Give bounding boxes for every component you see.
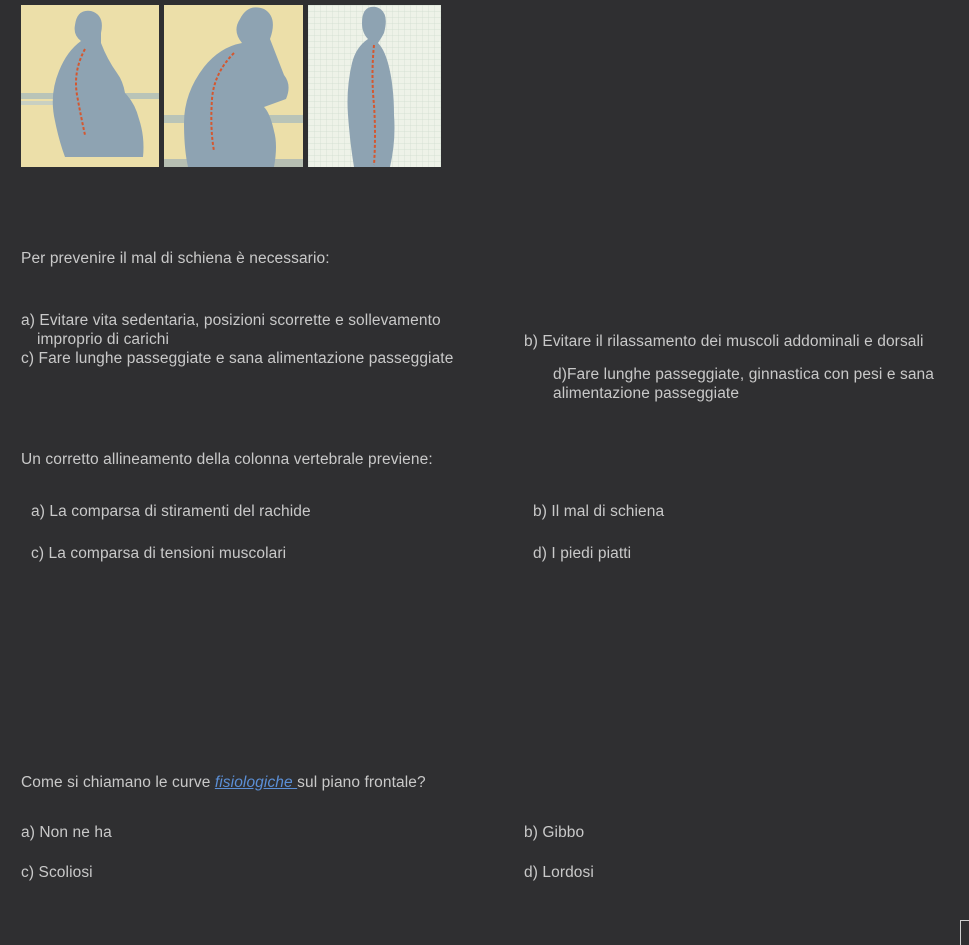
q2-option-a: a) La comparsa di stiramenti del rachide bbox=[31, 503, 311, 520]
question-3-suffix: sul piano frontale? bbox=[297, 774, 426, 791]
q1-option-c: c) Fare lunghe passeggiate e sana alimentazione passeggiate bbox=[21, 350, 454, 367]
posture-panel-standing bbox=[308, 5, 441, 167]
corner-bracket bbox=[960, 920, 969, 945]
standing-figure-image bbox=[308, 5, 441, 167]
q3-option-b: b) Gibbo bbox=[524, 824, 585, 841]
q3-option-d: d) Lordosi bbox=[524, 864, 594, 881]
q2-option-b: b) Il mal di schiena bbox=[533, 503, 665, 520]
q1-option-b: b) Evitare il rilassamento dei muscoli addominali e dorsali bbox=[524, 333, 924, 350]
question-3-prefix: Come si chiamano le curve bbox=[21, 774, 215, 791]
q3-option-a: a) Non ne ha bbox=[21, 824, 112, 841]
question-3-text bbox=[21, 774, 426, 792]
q2-option-d: d) I piedi piatti bbox=[533, 545, 632, 562]
posture-illustration bbox=[21, 5, 441, 167]
q1-option-a-line2: improprio di carichi bbox=[37, 331, 170, 348]
question-1-text: Per prevenire il mal di schiena è necessario: bbox=[21, 250, 330, 267]
posture-panel-leaning bbox=[164, 5, 303, 167]
question-2-text: Un corretto allineamento della colonna vertebrale previene: bbox=[21, 451, 433, 468]
posture-panel-sitting bbox=[21, 5, 159, 167]
q1-option-d-line1: d)Fare lunghe passeggiate, ginnastica con pesi e sana bbox=[553, 366, 934, 383]
leaning-figure-image bbox=[164, 5, 303, 167]
fisiologiche-link[interactable]: fisiologiche bbox=[214, 774, 298, 791]
q1-option-d-line2: alimentazione passeggiate bbox=[553, 385, 740, 402]
sitting-figure-image bbox=[21, 5, 159, 167]
q2-option-c: c) La comparsa di tensioni muscolari bbox=[31, 545, 287, 562]
q3-option-c: c) Scoliosi bbox=[21, 864, 93, 881]
q1-option-a-line1: a) Evitare vita sedentaria, posizioni scorrette e sollevamento bbox=[21, 312, 441, 329]
